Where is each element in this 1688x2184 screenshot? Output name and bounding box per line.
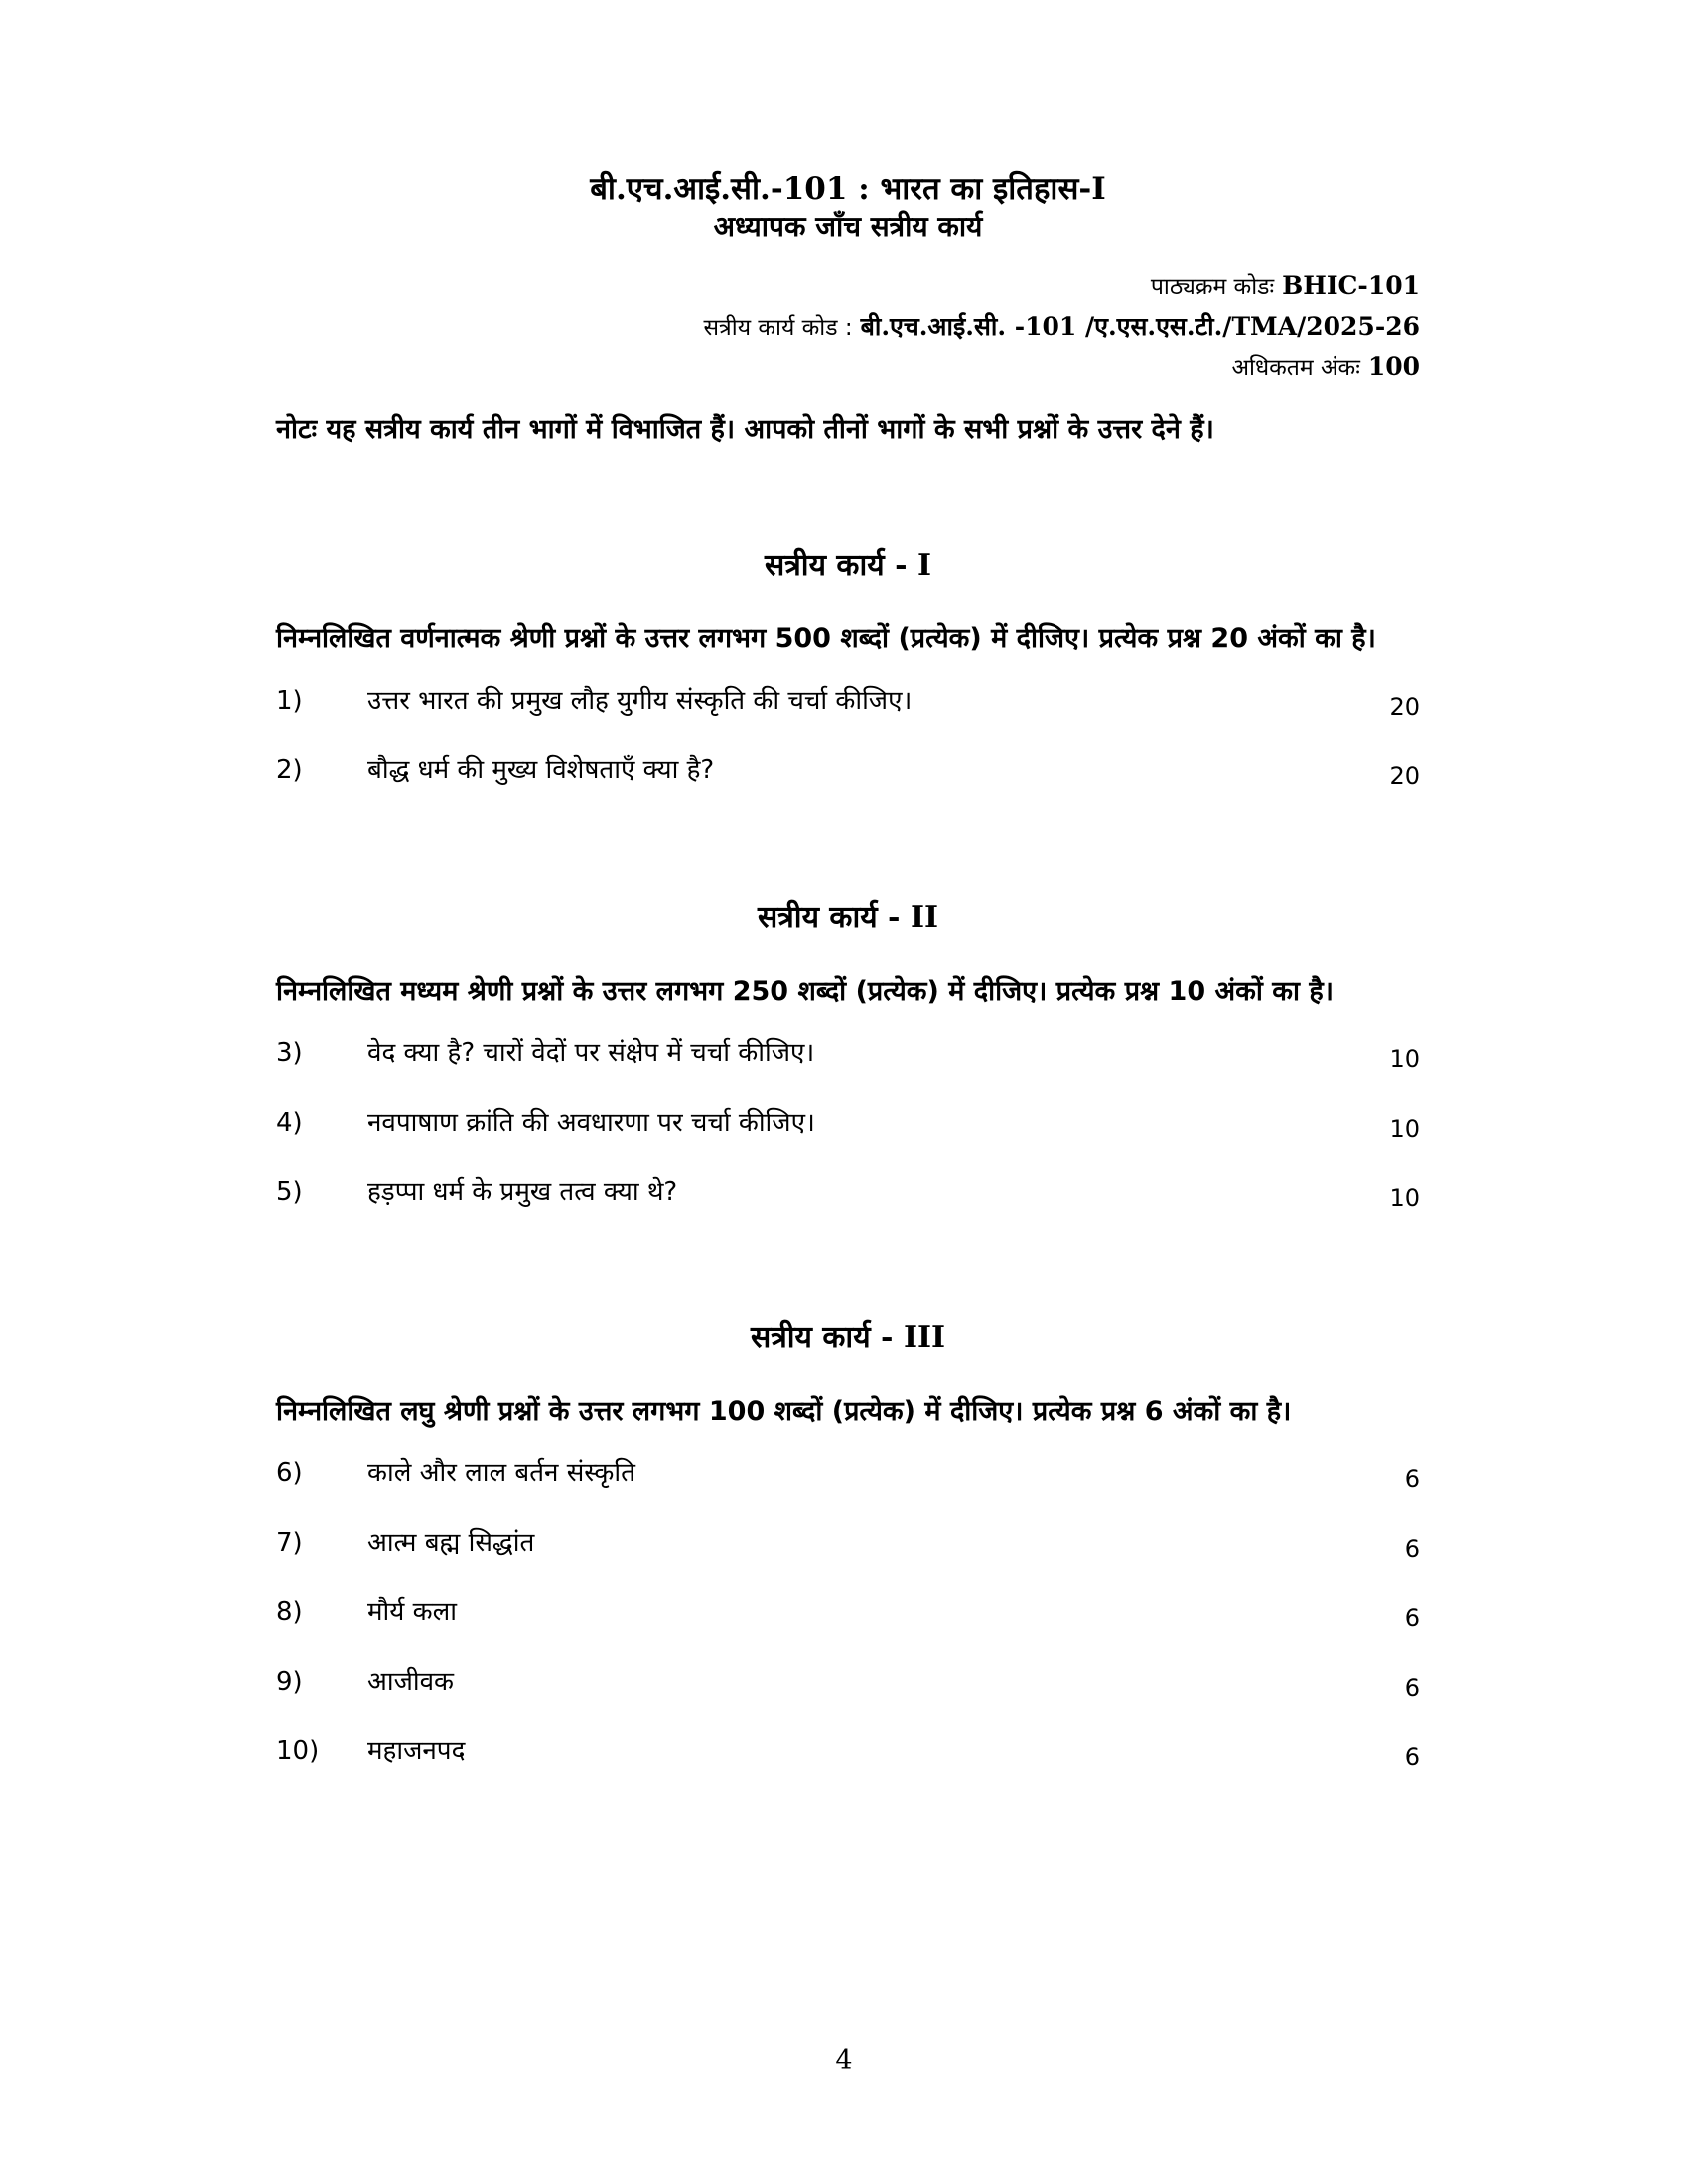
question-marks: 6 xyxy=(1404,1604,1420,1632)
question-marks: 10 xyxy=(1389,1045,1420,1073)
question-text: उत्तर भारत की प्रमुख लौह युगीय संस्कृति की चर्चा कीजिए। xyxy=(367,686,913,716)
question-number: 9) xyxy=(276,1667,303,1697)
question-number: 5) xyxy=(276,1177,303,1207)
course-code-label: पाठ्यक्रम कोडः xyxy=(1150,274,1275,300)
question-marks: 10 xyxy=(1389,1184,1420,1212)
assignment-code-row xyxy=(276,307,1420,347)
question-marks: 20 xyxy=(1389,693,1420,721)
assignment-code-label: सत्रीय कार्य कोड : xyxy=(703,315,853,341)
section-1 xyxy=(276,546,1420,820)
question-marks: 6 xyxy=(1404,1743,1420,1771)
question-text: नवपाषाण क्रांति की अवधारणा पर चर्चा कीजिए। xyxy=(367,1108,815,1138)
question-marks: 20 xyxy=(1389,762,1420,790)
question-text: आत्म बह्म सिद्धांत xyxy=(367,1528,535,1558)
section-3 xyxy=(276,1318,1420,1801)
question-marks: 6 xyxy=(1404,1465,1420,1493)
section-instructions: निम्नलिखित वर्णनात्मक श्रेणी प्रश्नों के उत्तर लगभग 500 शब्दों (प्रत्येक) में दीजिए। प्रत्येक प्रश्न 20 अंकों का है। xyxy=(276,623,1376,654)
section-title: सत्रीय कार्य - III xyxy=(750,1320,946,1355)
question-text: काले और लाल बर्तन संस्कृति xyxy=(367,1458,635,1488)
question-item xyxy=(276,751,1420,820)
question-item xyxy=(276,1453,1420,1523)
question-item xyxy=(276,1592,1420,1662)
question-number: 2) xyxy=(276,755,303,785)
question-number: 10) xyxy=(276,1736,320,1766)
question-list xyxy=(276,681,1420,820)
assignment-note: नोटः यह सत्रीय कार्य तीन भागों में विभाजित हैं। आपको तीनों भागों के सभी प्रश्नों के उत्तर देने हैं। xyxy=(276,414,1214,445)
question-item xyxy=(276,1662,1420,1731)
question-number: 7) xyxy=(276,1528,303,1558)
assignment-meta xyxy=(276,266,1420,388)
section-instructions: निम्नलिखित मध्यम श्रेणी प्रश्नों के उत्तर लगभग 250 शब्दों (प्रत्येक) में दीजिए। प्रत्येक प्रश्न 10 अंकों का है। xyxy=(276,976,1334,1007)
question-number: 8) xyxy=(276,1597,303,1627)
question-text: बौद्ध धर्म की मुख्य विशेषताएँ क्या है? xyxy=(367,755,715,785)
question-item xyxy=(276,681,1420,751)
document-header xyxy=(276,169,1420,388)
question-number: 6) xyxy=(276,1458,303,1488)
assignment-subtitle: अध्यापक जाँच सत्रीय कार्य xyxy=(713,210,983,243)
question-text: महाजनपद xyxy=(367,1736,466,1766)
question-item xyxy=(276,1033,1420,1103)
question-item xyxy=(276,1103,1420,1172)
question-item xyxy=(276,1172,1420,1242)
question-list xyxy=(276,1453,1420,1801)
question-number: 1) xyxy=(276,686,303,716)
question-text: मौर्य कला xyxy=(367,1597,457,1627)
assignment-code-value: बी.एच.आई.सी. -101 /ए.एस.एस.टी./TMA/2025-26 xyxy=(860,312,1420,341)
question-number: 3) xyxy=(276,1038,303,1068)
max-marks-value: 100 xyxy=(1367,352,1420,381)
max-marks-row xyxy=(276,347,1420,388)
section-2 xyxy=(276,898,1420,1242)
question-item xyxy=(276,1731,1420,1801)
question-text: हड़प्पा धर्म के प्रमुख तत्व क्या थे? xyxy=(367,1177,678,1207)
question-marks: 10 xyxy=(1389,1115,1420,1143)
course-title: बी.एच.आई.सी.-101 : भारत का इतिहास-I xyxy=(590,171,1106,206)
course-code-value: BHIC-101 xyxy=(1282,271,1420,300)
page-number: 4 xyxy=(835,2045,853,2076)
question-list xyxy=(276,1033,1420,1242)
section-title: सत्रीय कार्य - I xyxy=(764,548,932,583)
question-marks: 6 xyxy=(1404,1535,1420,1563)
section-title: सत्रीय कार्य - II xyxy=(757,900,939,935)
question-text: आजीवक xyxy=(367,1667,455,1697)
question-number: 4) xyxy=(276,1108,303,1138)
question-text: वेद क्या है? चारों वेदों पर संक्षेप में चर्चा कीजिए। xyxy=(367,1038,815,1068)
question-item xyxy=(276,1523,1420,1592)
section-instructions: निम्नलिखित लघु श्रेणी प्रश्नों के उत्तर लगभग 100 शब्दों (प्रत्येक) में दीजिए। प्रत्येक प्रश्न 6 अंकों का है। xyxy=(276,1396,1292,1427)
course-code-row xyxy=(276,266,1420,307)
question-marks: 6 xyxy=(1404,1674,1420,1702)
max-marks-label: अधिकतम अंकः xyxy=(1231,355,1360,381)
